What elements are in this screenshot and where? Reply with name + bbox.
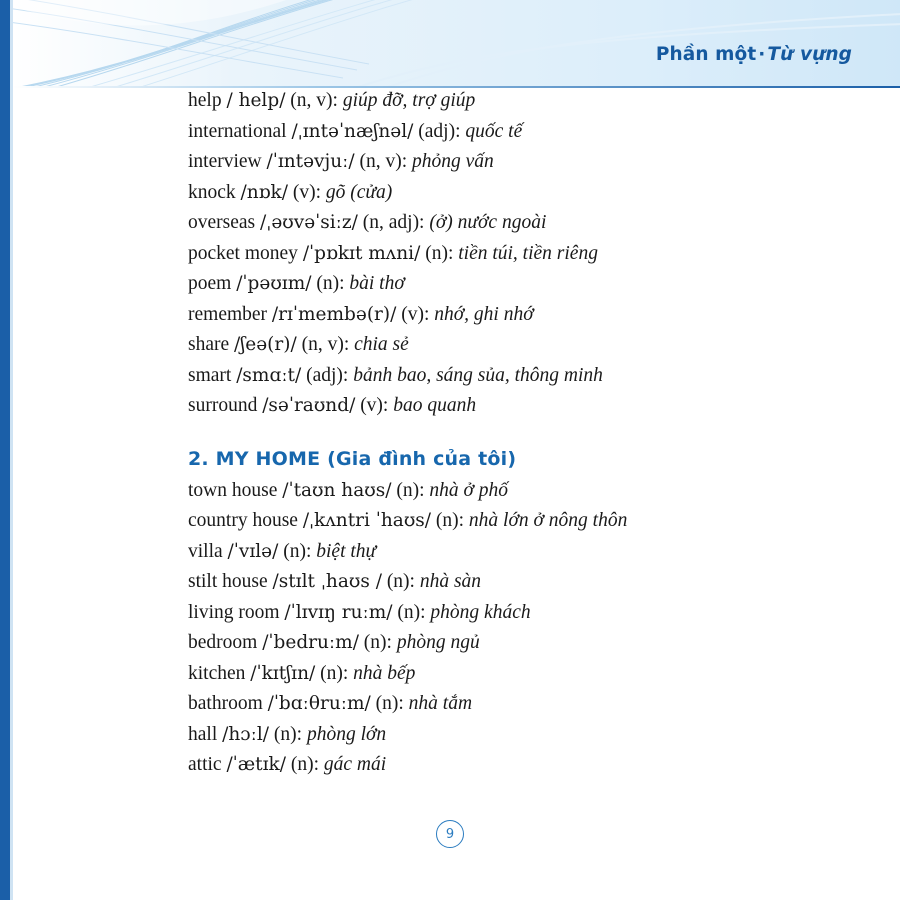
entry-word: town house [188, 479, 278, 501]
entry-ipa: / help/ [226, 90, 286, 111]
entry-gloss: chia sẻ [354, 334, 409, 355]
entry-word: overseas [188, 212, 256, 233]
glossary-entry [150, 506, 710, 537]
entry-word: bedroom [188, 632, 258, 653]
entry-gloss: phỏng vấn [412, 151, 494, 172]
entry-word: bathroom [188, 693, 263, 714]
glossary-entry [150, 598, 710, 629]
entry-pos: (v): [401, 303, 430, 325]
entry-word: help [188, 90, 222, 111]
entry-ipa: /smɑːt/ [236, 364, 302, 386]
entry-word: poem [188, 273, 232, 294]
entry-ipa: /stɪlt ˌhaʊs / [272, 571, 382, 592]
glossary-entry [150, 567, 710, 598]
entry-gloss: tiền túi, tiền riêng [458, 242, 598, 264]
entry-word: smart [188, 364, 232, 386]
entry-ipa: /ˌkʌntri ˈhaʊs/ [302, 510, 432, 531]
glossary-entry [150, 750, 710, 781]
entry-ipa: /ʃeə(r)/ [234, 334, 297, 355]
glossary-entry [150, 117, 710, 148]
entry-ipa: /ˈbɑːθruːm/ [267, 693, 371, 714]
entry-word: pocket money [188, 242, 298, 264]
entry-ipa: /ˌɪntəˈnæʃnəl/ [291, 120, 414, 142]
glossary-entry [150, 537, 710, 568]
entry-ipa: /ˈpɒkɪt mʌni/ [302, 242, 421, 264]
glossary-entry [150, 361, 710, 392]
entry-pos: (adj): [418, 120, 461, 142]
entry-word: villa [188, 540, 223, 562]
entry-ipa: /ˈkɪtʃɪn/ [250, 662, 316, 684]
glossary-entry [150, 300, 710, 331]
entry-pos: (n): [375, 693, 404, 714]
vocabulary-content [150, 86, 710, 781]
entry-word: country house [188, 510, 298, 531]
entry-word: share [188, 334, 230, 355]
entry-gloss: bảnh bao, sáng sủa, thông minh [353, 364, 603, 386]
entry-gloss: gõ (cửa) [325, 181, 393, 203]
entry-gloss: bao quanh [393, 395, 477, 416]
entry-word: living room [188, 601, 280, 623]
entry-ipa: /ˈpəʊɪm/ [236, 273, 312, 294]
entry-ipa: /ˈbedruːm/ [262, 632, 359, 653]
glossary-entry [150, 628, 710, 659]
entry-pos: (n): [386, 571, 415, 592]
section-heading: 2. MY HOME (Gia đình của tôi) [188, 447, 517, 470]
entry-pos: (n): [363, 632, 392, 653]
entry-gloss: gác mái [323, 754, 387, 775]
entry-pos: (adj): [306, 364, 349, 386]
entry-ipa: /nɒk/ [240, 181, 288, 203]
glossary-entry [150, 86, 710, 117]
entry-pos: (n): [396, 479, 425, 501]
entry-pos: (n, adj): [362, 212, 425, 233]
entry-pos: (n): [435, 510, 465, 531]
entry-pos: (n): [425, 242, 454, 264]
entry-ipa: /ˈvɪlə/ [227, 540, 279, 562]
entry-word: international [188, 120, 287, 142]
entry-pos: (n, v): [301, 334, 350, 355]
page-number: 9 [436, 820, 464, 848]
entry-ipa: /ˈætɪk/ [226, 754, 286, 775]
entry-word: interview [188, 151, 262, 172]
entry-pos: (n, v): [359, 151, 408, 172]
running-head [656, 44, 852, 65]
glossary-entry [150, 147, 710, 178]
entry-gloss: phòng ngủ [396, 632, 480, 653]
entry-gloss: nhà ở phố [429, 479, 509, 501]
running-head-part-left: Phần một [655, 44, 757, 65]
entry-gloss: phòng khách [430, 601, 531, 623]
entry-pos: (n): [320, 662, 349, 684]
entry-word: kitchen [188, 662, 246, 684]
entry-pos: (v): [292, 181, 321, 203]
entry-ipa: /ˈlɪvɪŋ ruːm/ [284, 601, 393, 623]
entry-ipa: /ˈɪntəvjuː/ [266, 151, 355, 172]
entry-word: attic [188, 754, 222, 775]
entry-gloss: nhà tắm [408, 693, 473, 714]
entry-gloss: nhà bếp [353, 662, 416, 684]
glossary-entry [150, 476, 710, 507]
entry-gloss: bài thơ [349, 273, 405, 294]
left-spine-bar [0, 0, 10, 900]
entry-word: remember [188, 303, 268, 325]
entry-pos: (n): [290, 754, 319, 775]
glossary-entry [150, 391, 710, 422]
entry-word: stilt house [188, 571, 268, 592]
entry-ipa: /ˈtaʊn haʊs/ [282, 479, 392, 501]
glossary-entry [150, 208, 710, 239]
entry-gloss: nhớ, ghi nhớ [434, 303, 534, 325]
entry-ipa: /ˌəʊvəˈsiːz/ [260, 212, 358, 233]
entry-ipa: /səˈraʊnd/ [262, 395, 356, 416]
glossary-entry [150, 689, 710, 720]
entry-gloss: nhà sàn [419, 571, 482, 592]
entry-gloss: (ở) nước ngoài [429, 212, 547, 233]
glossary-entry [150, 269, 710, 300]
entry-pos: (n): [273, 723, 303, 745]
entry-word: surround [188, 395, 258, 416]
glossary-entry [150, 720, 710, 751]
entry-word: knock [188, 181, 236, 203]
entry-gloss: quốc tế [465, 120, 523, 142]
entry-pos: (v): [360, 395, 389, 416]
glossary-entry [150, 239, 710, 270]
left-spine-accent [10, 0, 13, 900]
entry-gloss: giúp đỡ, trợ giúp [342, 90, 476, 111]
running-head-part-right: Từ vựng [767, 44, 852, 65]
entry-gloss: nhà lớn ở nông thôn [468, 510, 628, 531]
running-head-separator: · [758, 44, 766, 65]
entry-gloss: biệt thự [316, 540, 377, 562]
glossary-entry [150, 330, 710, 361]
entry-pos: (n, v): [290, 90, 338, 111]
entry-ipa: /hɔːl/ [222, 723, 270, 745]
entry-pos: (n): [283, 540, 312, 562]
entry-pos: (n): [397, 601, 426, 623]
entry-pos: (n): [316, 273, 345, 294]
entry-word: hall [188, 723, 218, 745]
entry-ipa: /rɪˈmembə(r)/ [271, 303, 397, 325]
glossary-entry [150, 659, 710, 690]
glossary-entry [150, 178, 710, 209]
entry-gloss: phòng lớn [306, 723, 387, 745]
